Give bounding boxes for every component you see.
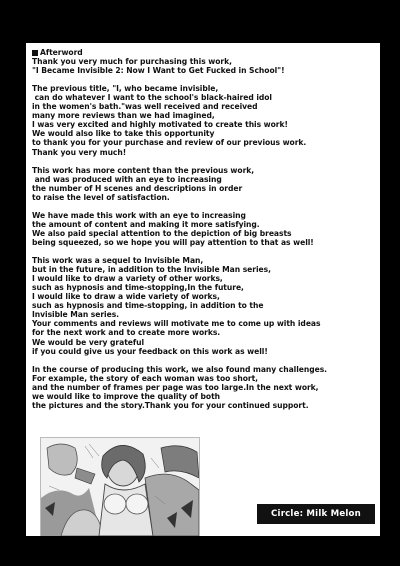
afterword-line: I was very excited and highly motivated to create this work! [32, 120, 288, 130]
afterword-line: to thank you for your purchase and review of our previous work. [32, 138, 307, 148]
afterword-line: We would also like to take this opportunity [32, 129, 215, 139]
square-bullet-icon [32, 50, 38, 56]
afterword-line: being squeezed, so we hope you will pay attention to that as well! [32, 237, 314, 247]
paragraph-gap [32, 247, 378, 256]
afterword-line: In the course of producing this work, we also found many challenges. [32, 364, 327, 374]
afterword-line: For example, the story of each woman was too short, [32, 373, 258, 383]
paragraph-gap [32, 202, 378, 211]
afterword-line: Thank you very much for purchasing this work, [32, 57, 232, 67]
afterword-heading-label: Afterword [40, 48, 83, 57]
afterword-line: This work was a sequel to Invisible Man, [32, 256, 204, 266]
afterword-line: We have made this work with an eye to increasing [32, 210, 246, 220]
afterword-line: We would be very grateful [32, 337, 145, 347]
afterword-line: can do whatever I want to the school's black-haired idol [32, 93, 272, 103]
paragraph-gap [32, 356, 378, 365]
afterword-line: such as hypnosis and time-stopping,In the future, [32, 283, 244, 293]
afterword-line: and the number of frames per page was too large.In the next work, [32, 382, 319, 392]
afterword-line: for the next work and to create more works. [32, 328, 221, 338]
afterword-line: Your comments and reviews will motivate me to come up with ideas [32, 319, 321, 329]
paragraph-gap [32, 75, 378, 84]
afterword-line: the pictures and the story.Thank you for your continued support. [32, 400, 309, 410]
afterword-line: if you could give us your feedback on this work as well! [32, 346, 268, 356]
afterword-line: in the women's bath."was well received and received [32, 102, 258, 112]
afterword-line: and was produced with an eye to increasing [32, 174, 222, 184]
afterword-line: the amount of content and making it more satisfying. [32, 219, 260, 229]
afterword-line: we would like to improve the quality of both [32, 391, 221, 401]
afterword-line: We also paid special attention to the depiction of big breasts [32, 228, 292, 238]
illustration-image [41, 438, 199, 536]
afterword-line: "I Became Invisible 2: Now I Want to Get Fucked in School"! [32, 66, 285, 76]
afterword-line: The previous title, "I, who became invisible, [32, 84, 219, 94]
afterword-line: Invisible Man series. [32, 310, 119, 320]
afterword-text [32, 48, 378, 410]
afterword-line: I would like to draw a variety of other works, [32, 274, 223, 284]
afterword-line: to raise the level of satisfaction. [32, 192, 170, 202]
afterword-line: many more reviews than we had imagined, [32, 111, 215, 121]
illustration-panel [40, 437, 200, 536]
afterword-heading [32, 48, 378, 57]
afterword-line: This work has more content than the previous work, [32, 165, 255, 175]
afterword-line: but in the future, in addition to the Invisible Man series, [32, 265, 271, 275]
afterword-page [26, 43, 380, 536]
afterword-line: the number of H scenes and descriptions in order [32, 183, 243, 193]
circle-name-badge: Circle: Milk Melon [257, 504, 375, 524]
afterword-line: Thank you very much! [32, 147, 127, 157]
paragraph-gap [32, 157, 378, 166]
afterword-line: I would like to draw a wide variety of works, [32, 292, 220, 302]
afterword-line: such as hypnosis and time-stopping, in addition to the [32, 301, 264, 311]
